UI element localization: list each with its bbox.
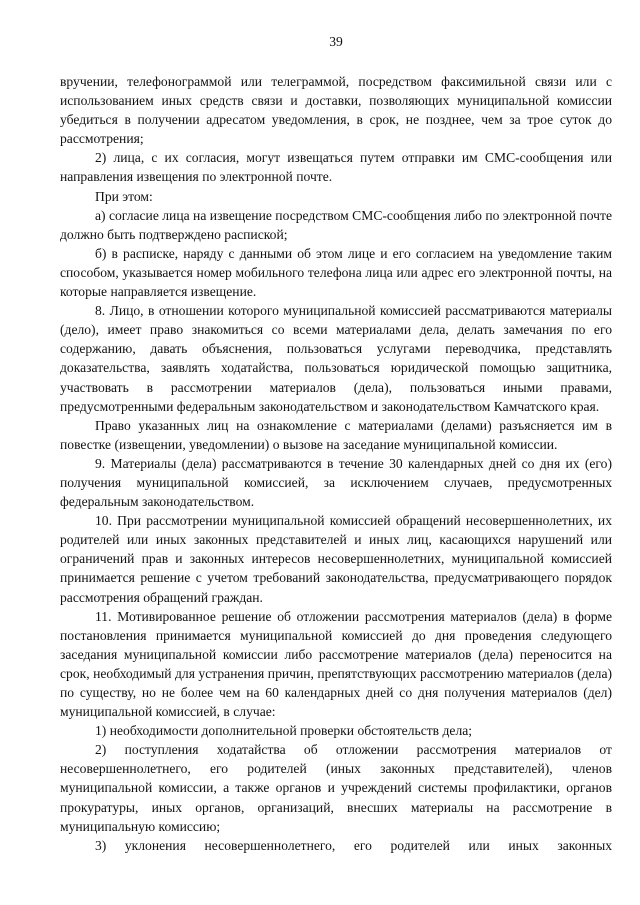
paragraph: 10. При рассмотрении муниципальной комиссией обращений несовершеннолетних, их родителей или иных законных представителей и иных лиц, касающихся нарушений или ограничений прав и законных интересов несовершеннолетних, муниципальной комиссией принимается решение с учетом требований законодательства, предусматривающего порядок рассмотрения обращений граждан. bbox=[60, 513, 612, 605]
paragraph: 3) уклонения несовершеннолетнего, его родителей или иных законных bbox=[95, 837, 612, 853]
paragraph: а) согласие лица на извещение посредством СМС-сообщения либо по электронной почте должно быть подтверждено распиской; bbox=[60, 207, 612, 242]
paragraph: 2) поступления ходатайства об отложении рассмотрения материалов от несовершеннолетнего, его родителей (иных законных представителей), членов муниципальной комиссии, а также органов и учреждений системы профилактики, органов прокуратуры, иных органов, организаций, внесших материалы на рассмотрение в муниципальную комиссию; bbox=[60, 742, 612, 834]
paragraph: 9. Материалы (дела) рассматриваются в течение 30 календарных дней со дня их (его) получения муниципальной комиссией, за исключением случаев, предусмотренных федеральным законодательством. bbox=[60, 455, 612, 510]
paragraph: б) в расписке, наряду с данными об этом лице и его согласием на уведомление таким способом, указывается номер мобильного телефона лица или адрес его электронной почты, на которые направляется извещение. bbox=[60, 245, 612, 300]
paragraph: 11. Мотивированное решение об отложении рассмотрения материалов (дела) в форме постановления принимается муниципальной комиссией до дня проведения следующего заседания муниципальной комиссии либо рассмотрение материалов (дела) переносится на срок, необходимый для устранения причин, препятствующих рассмотрению материалов (дела) по существу, но не более чем на 60 календарных дней со дня получения материалов (дел) муниципальной комиссией, в случае: bbox=[60, 608, 612, 720]
document-body bbox=[60, 72, 612, 855]
paragraph: Право указанных лиц на ознакомление с материалами (делами) разъясняется им в повестке (извещении, уведомлении) о вызове на заседание муниципальной комиссии. bbox=[60, 417, 612, 452]
paragraph: 8. Лицо, в отношении которого муниципальной комиссией рассматриваются материалы (дело), имеет право знакомиться со всеми материалами дела, делать замечания по его содержанию, давать объяснения, пользоваться услугами переводчика, представлять доказательства, заявлять ходатайства, пользоваться юридической помощью защитника, участвовать в рассмотрении материалов (дела), пользоваться иными правами, предусмотренными федеральным законодательством и законодательством Камчатского края. bbox=[60, 303, 612, 414]
paragraph: 2) лица, с их согласия, могут извещаться путем отправки им СМС-сообщения или направления извещения по электронной почте. bbox=[60, 150, 612, 185]
paragraph: вручении, телефонограммой или телеграммой, посредством факсимильной связи или с использованием иных средств связи и доставки, позволяющих муниципальной комиссии убедиться в получении адресатом уведомления, в срок, не позднее, чем за трое суток до рассмотрения; bbox=[60, 74, 612, 147]
paragraph: При этом: bbox=[95, 188, 153, 204]
page-number: 39 bbox=[329, 34, 343, 49]
paragraph: 1) необходимости дополнительной проверки обстоятельств дела; bbox=[95, 723, 473, 739]
